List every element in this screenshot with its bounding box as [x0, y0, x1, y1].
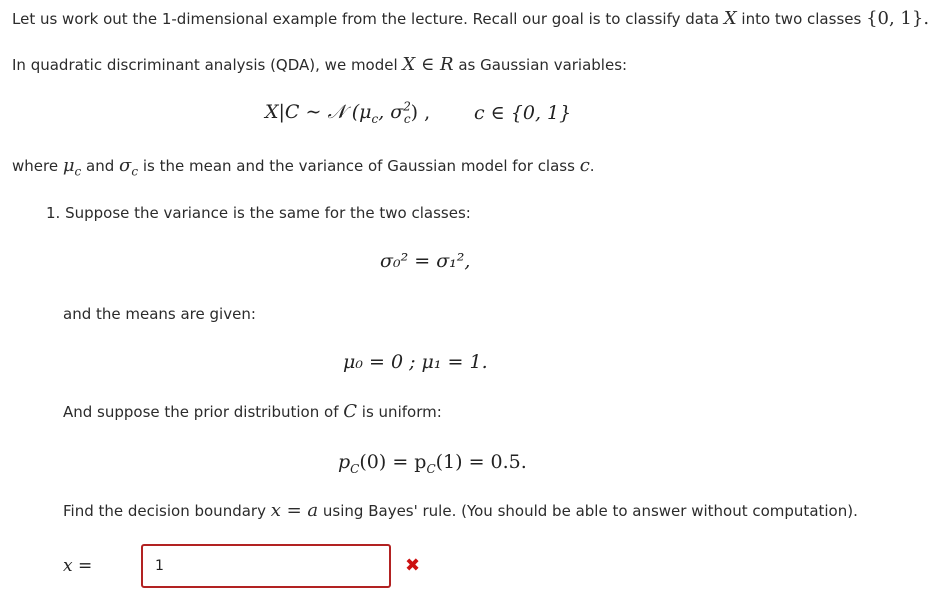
prior-var: C [343, 401, 358, 422]
model-rhs: ) , [410, 101, 431, 124]
qda-text [12, 55, 627, 75]
q1-label: 1. Suppose the variance is the same for the two classes: [46, 204, 471, 222]
where-sigma [119, 155, 139, 179]
find-text [63, 501, 858, 521]
model-sigma: , σ [378, 101, 404, 124]
means-equation: μ₀ = 0 ; μ₁ = 1. [343, 351, 488, 373]
find-pre: Find the decision boundary [63, 502, 271, 520]
qda-expr: X ∈ R [402, 54, 454, 75]
answer-label: x = [63, 556, 93, 576]
prior-pre: And suppose the prior distribution of [63, 403, 344, 421]
find-post: using Bayes' rule. (You should be able to answer without computation). [318, 502, 858, 520]
variance-equation: σ₀² = σ₁², [380, 250, 471, 272]
model-sub-c: c [371, 112, 379, 127]
prior-post: is uniform: [357, 403, 442, 421]
incorrect-x-icon: ✖ [405, 555, 421, 576]
find-expr: x = a [270, 500, 319, 521]
intro-text [12, 9, 929, 29]
prior-eq-rest1: (0) = p [359, 451, 427, 473]
where-end: . [589, 157, 595, 175]
intro-end: . [923, 8, 930, 29]
where-c: c [579, 155, 590, 176]
intro-classes: {0, 1} [866, 8, 924, 29]
qda-post: as Gaussian variables: [453, 56, 628, 74]
where-sigma-sym: σ [119, 155, 132, 176]
model-lhs: X|C ∼ 𝒩 (μ [265, 101, 372, 124]
intro-mid: into two classes [736, 10, 867, 28]
prior-eq-rest2: (1) = 0.5. [435, 451, 527, 473]
means-label: and the means are given: [63, 305, 256, 323]
prior-text [63, 402, 442, 422]
prior-equation [338, 451, 527, 476]
where-post: is the mean and the variance of Gaussian model for class [138, 157, 580, 175]
prior-eq-p: p [338, 451, 351, 473]
where-and: and [81, 157, 120, 175]
qda-pre: In quadratic discriminant analysis (QDA), we model [12, 56, 403, 74]
where-mu [62, 155, 82, 179]
intro-pre: Let us work out the 1-dimensional example from the lecture. Recall our goal is to classify data [12, 10, 724, 28]
model-condition: c ∈ {0, 1} [474, 102, 572, 124]
model-sup2: 2 [403, 100, 411, 114]
prior-eq-sub2: C [426, 461, 436, 476]
where-mu-sym: μ [62, 155, 75, 176]
prior-eq-sub1: C [350, 461, 360, 476]
where-mu-sub: c [74, 164, 82, 179]
where-text [12, 156, 595, 182]
model-equation [265, 100, 430, 126]
where-pre: where [12, 157, 63, 175]
answer-input[interactable] [141, 544, 391, 588]
where-sigma-sub: c [131, 164, 139, 179]
intro-var: X [723, 8, 737, 29]
model-sub-c2: c [403, 112, 411, 127]
